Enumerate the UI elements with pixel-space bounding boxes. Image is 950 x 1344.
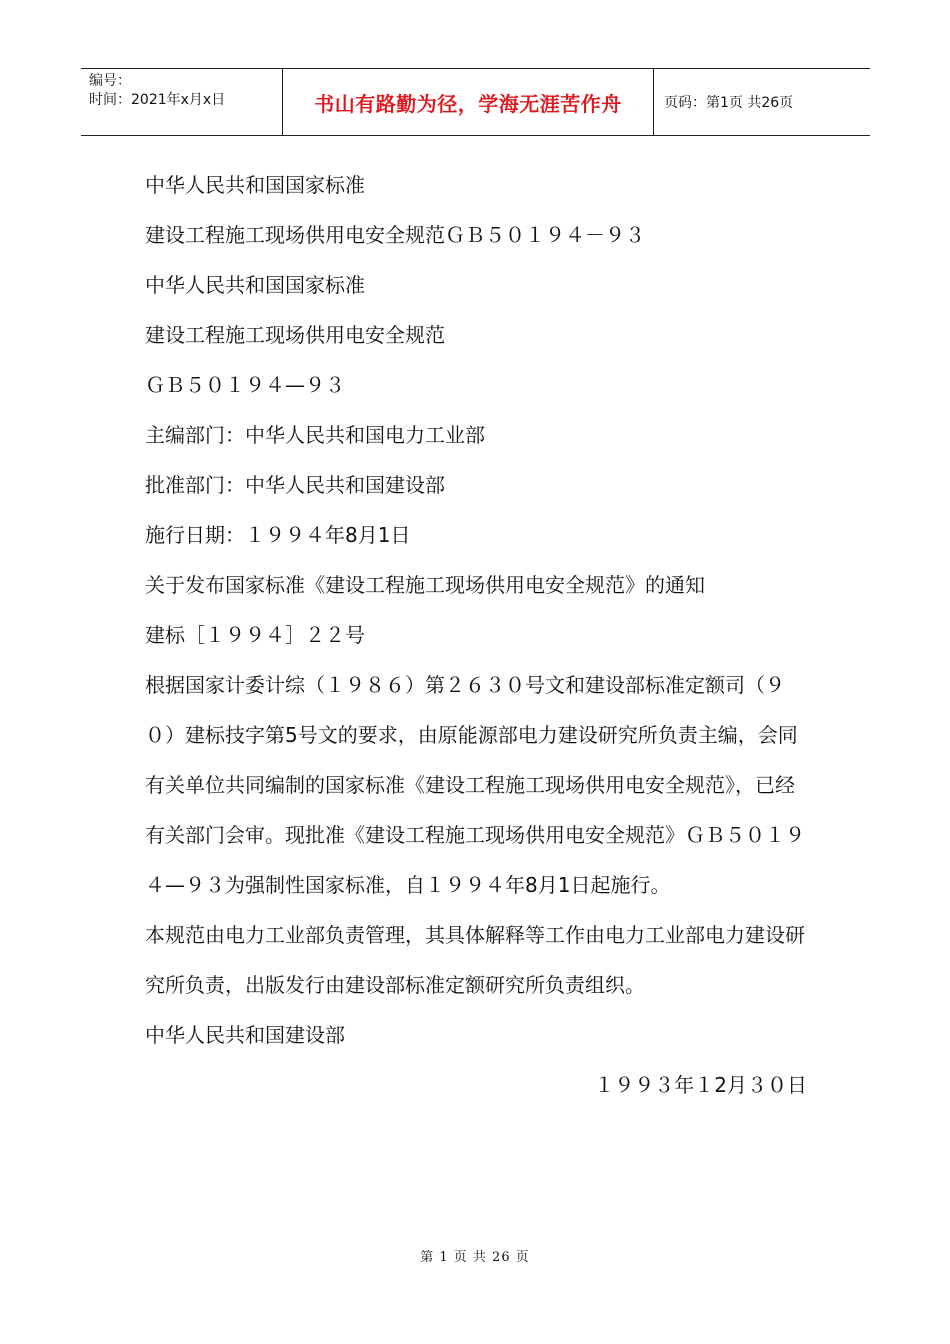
header-page-info-cell	[654, 69, 870, 135]
body-line: 批准部门：中华人民共和国建设部	[145, 473, 445, 497]
body-line: ＧＢ５０１９４—９３	[145, 373, 345, 397]
body-line: 建设工程施工现场供用电安全规范	[145, 323, 445, 347]
header-time-label: 时间：2021年x月x日	[89, 92, 226, 108]
header-motto: 书山有路勤为径，学海无涯苦作舟	[314, 91, 622, 116]
document-body	[145, 160, 807, 1110]
notice-paragraph-2: 本规范由电力工业部负责管理，其具体解释等工作由电力工业部电力建设研究所负责，出版发行由建设部标准定额研究所负责组织。	[145, 923, 805, 997]
body-line: 建标［１９９４］２２号	[145, 623, 365, 647]
signer: 中华人民共和国建设部	[145, 1023, 345, 1047]
header-number-label: 编号：	[89, 73, 131, 89]
body-line: 主编部门：中华人民共和国电力工业部	[145, 423, 485, 447]
body-line: 关于发布国家标准《建设工程施工现场供用电安全规范》的通知	[145, 573, 705, 597]
document-header	[81, 68, 870, 136]
header-motto-cell	[282, 69, 654, 135]
body-line: 建设工程施工现场供用电安全规范ＧＢ５０１９４－９３	[145, 223, 645, 247]
body-line: 施行日期：１９９４年8月1日	[145, 523, 411, 547]
notice-paragraph-1: 根据国家计委计综（１９８６）第２６３０号文和建设部标准定额司（９０）建标技字第5号文的要求，由原能源部电力建设研究所负责主编，会同有关单位共同编制的国家标准《建设工程施工现场供用电安全规范》，已经有关部门会审。现批准《建设工程施工现场供用电安全规范》ＧＢ５０１９４—９３为强制性国家标准，自１９９４年8月1日起施行。	[145, 673, 805, 897]
body-line: 中华人民共和国国家标准	[145, 173, 365, 197]
header-page-info: 页码：第1页 共26页	[664, 95, 794, 111]
page-footer: 第 1 页 共 26 页	[420, 1250, 530, 1265]
header-meta	[81, 69, 282, 135]
issue-date: １９９３年１2月３０日	[594, 1073, 807, 1097]
body-line: 中华人民共和国国家标准	[145, 273, 365, 297]
